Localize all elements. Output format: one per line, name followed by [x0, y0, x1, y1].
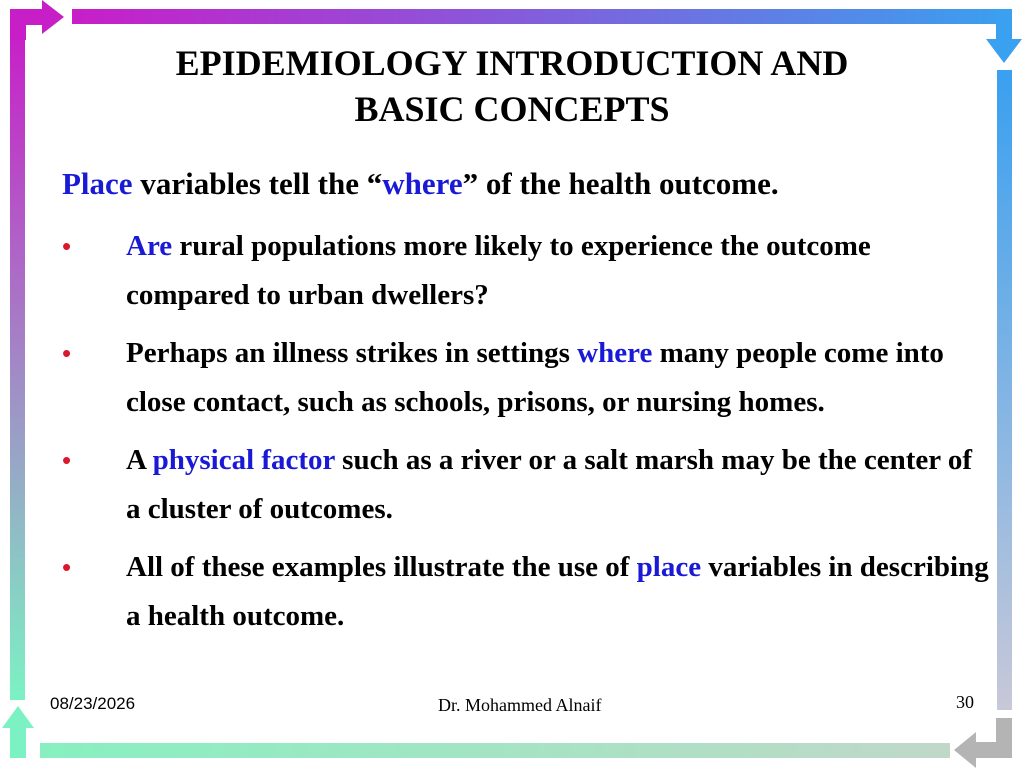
lead-text-1: variables tell the “ — [132, 166, 383, 201]
bullet-icon: • — [62, 338, 72, 368]
footer-page-number: 30 — [956, 692, 974, 712]
title-line-2: BASIC CONCEPTS — [354, 89, 670, 129]
lead-statement — [62, 164, 962, 204]
title-line-1: EPIDEMIOLOGY INTRODUCTION AND — [175, 43, 849, 83]
bullet-item — [60, 222, 990, 320]
bullet-icon: • — [62, 552, 72, 582]
bullet-text-post: variables in describing a health outcome. — [126, 551, 989, 632]
bullet-text: rural populations more likely to experience the outcome compared to urban dwellers? — [126, 230, 871, 311]
frame-top-bar — [72, 9, 1012, 24]
bullet-item — [60, 329, 990, 427]
bullet-highlight: where — [577, 337, 653, 369]
bullet-highlight: Are — [126, 230, 173, 262]
highlight-place: Place — [62, 166, 133, 201]
bullet-list — [60, 222, 990, 650]
frame-left-bar — [10, 30, 25, 700]
slide-title — [80, 40, 944, 132]
bullet-icon: • — [62, 231, 72, 261]
frame-arrow-left — [954, 718, 1012, 768]
frame-arrow-up — [2, 706, 34, 758]
frame-right-bar — [997, 70, 1012, 710]
bullet-text-post: many people come into close contact, such as schools, prisons, or nursing homes. — [126, 337, 944, 418]
bullet-text-post: such as a river or a salt marsh may be the center of a cluster of outcomes. — [126, 444, 973, 525]
bullet-text-pre: Perhaps an illness strikes in settings — [126, 337, 578, 369]
bullet-highlight: place — [636, 551, 702, 583]
bullet-text-pre: A — [126, 444, 153, 476]
bullet-text-pre: All of these examples illustrate the use of — [126, 551, 637, 583]
bullet-icon: • — [62, 445, 72, 475]
bullet-item — [60, 543, 990, 641]
frame-bottom-bar — [40, 743, 950, 758]
frame-arrow-right — [10, 0, 64, 40]
lead-text-2: ” of the health outcome. — [462, 166, 779, 201]
footer-author: Dr. Mohammed Alnaif — [438, 695, 602, 715]
footer-date: 08/23/2026 — [50, 694, 136, 713]
bullet-highlight: physical factor — [152, 444, 335, 476]
highlight-where: where — [382, 166, 463, 201]
bullet-item — [60, 436, 990, 534]
